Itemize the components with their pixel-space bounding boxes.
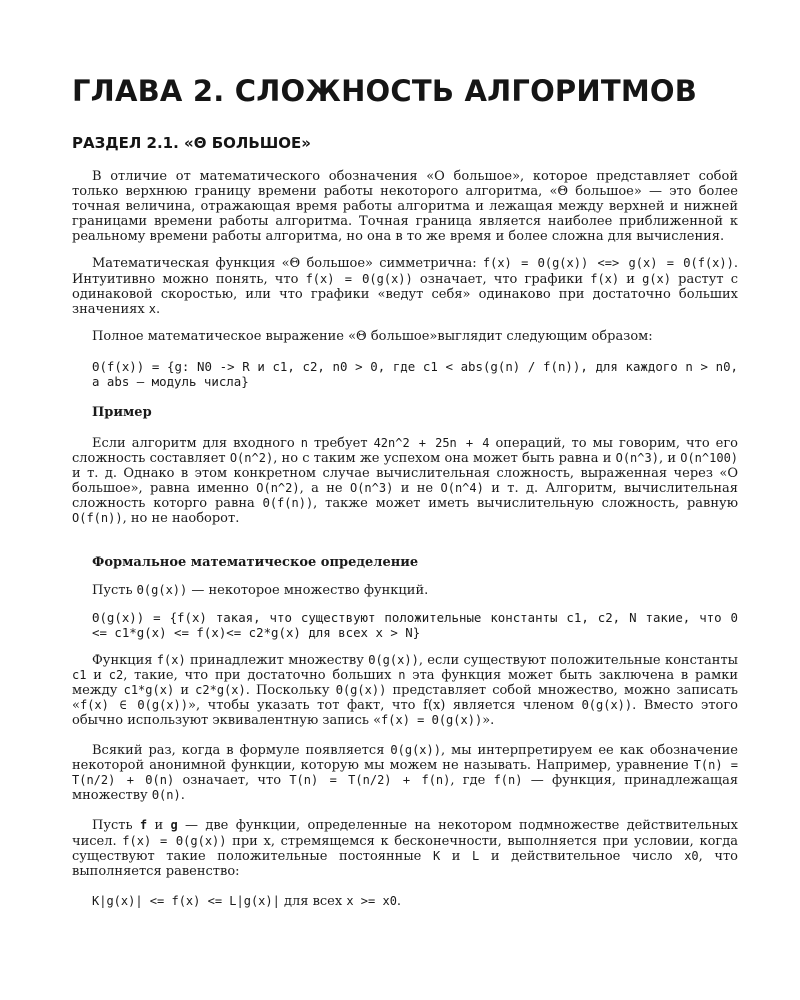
inline-code: O(n^3) [615,451,659,466]
text-run: означает, что [174,773,290,789]
text-run: операций, то мы говорим, что его сложность составляет [72,435,738,467]
paragraph-real-functions [72,818,738,878]
inline-code: O(f(n)) [72,511,123,526]
text-run: , но с таким же успехом она может быть равна и [273,451,616,467]
text-run: , также может иметь вычислительную сложность, равную [313,496,739,512]
inline-code: O(n^3) [349,481,394,496]
inline-code: x [148,301,157,316]
paragraph-full-expression: Полное математическое выражение «Θ большое»выглядит следующим образом: [92,328,653,344]
text-run: . [396,893,402,909]
inline-code: x >= x0 [346,893,397,908]
text-run: . Вместо этого обычно используют эквивалентную запись « [72,697,738,728]
inline-code: L [472,848,480,863]
inline-code: 42n^2 + 25n + 4 [373,435,490,450]
inline-code: f(x) [590,271,620,286]
inline-code: Θ(g(x)) [581,697,633,712]
inline-code: n [300,435,308,450]
page [72,74,738,909]
inline-code: Θ(g(x)) [335,682,387,697]
text-run: Если алгоритм для входного [92,435,301,451]
inline-code: f(x) = Θ(g(x)) <=> g(x) = Θ(f(x)) [482,256,734,271]
text-run: и т. д. Однако в этом конкретном случае вычислительная сложность, выраженная через «O большое», равна именно [72,466,738,497]
text-run: при x, стремящемся к бесконечности, выполняется при условии, когда существуют такие положительные постоянные [72,833,738,864]
chapter-title: ГЛАВА 2. СЛОЖНОСТЬ АЛГОРИТМОВ [72,74,698,108]
text-run: и [147,818,171,834]
formula-set-definition: Θ(g(x)) = {f(x) такая, что существуют положительные константы c1, c2, N такие, что 0 <= c1*g(x) <= f(x)<= c2*g(x) для всех x > N} [92,609,738,641]
inline-code: O(n^4) [440,481,484,496]
text-run: Функция [92,652,157,668]
text-run: Пусть [92,582,137,598]
text-run: , мы интерпретируем ее как обозначение некоторой анонимной функции, которую мы можем не называть. Например, уравнение [72,743,738,774]
text-run: . Интуитивно можно понять, что [72,256,738,287]
text-run: , и [658,451,681,467]
text-run: — функция, принадлежащая множеству [72,773,739,804]
example-heading: Пример [92,404,152,420]
text-run: эта функция может быть заключена в рамки между [72,667,738,698]
formula-theta-definition: Θ(f(x)) = {g: N0 -> R и c1, c2, n0 > 0, где c1 < abs(g(n) / f(n)), для каждого n > n0, а abs — модуль числа} [92,358,738,390]
text-run: представляет собой множество, можно записать « [72,682,738,713]
text-run: , что выполняется равенство: [72,848,738,879]
inline-code: f [139,818,148,833]
inline-code: f(x) [156,652,186,667]
inline-code: Θ(n) [151,788,181,803]
text-run: Всякий раз, когда в формуле появляется [92,743,391,759]
inline-code: K [432,848,441,863]
inline-code: g(x) [642,271,672,286]
paragraph-inequality [72,894,738,909]
text-run: и действительное число [479,848,685,864]
inline-code: Θ(g(x)) [390,743,441,758]
inline-code: c1*g(x) [123,682,175,697]
text-run: , но не наоборот. [122,511,240,527]
paragraph-let-set [72,583,738,598]
inline-code: n [398,667,406,682]
inline-code: c1 [72,667,87,682]
text-run: Математическая функция «Θ большое» симметрична: [92,256,483,272]
section-title: РАЗДЕЛ 2.1. «Θ БОЛЬШОЕ» [72,134,311,152]
paragraph-intro: В отличие от математического обозначения «O большое», которое представляет собой только верхнюю границу времени работы некоторого алгоритма, «Θ большое» — это более точная величина, отражающая время работы алгоритма и лежащая между верхней и нижней границами времени работы алгоритма. Точная граница является наиболее приближенной к реальному времени работы алгоритма, но она в то же время и более сложна для вычисления. [72,169,738,245]
text-run: — две функции, определенные на некотором подмножестве действительных чисел. [72,818,738,849]
text-run: означает, что графики [412,271,591,287]
text-run: растут с одинаковой скоростью, или что графики «ведут себя» одинаково при достаточно больших значениях [72,271,738,317]
inline-code: T(n) = T(n/2) + f(n) [289,773,451,788]
text-run: , где [450,773,494,789]
inline-code: T(n) = T(n/2) + Θ(n) [72,758,738,788]
inline-code: O(n^2) [256,481,300,496]
paragraph-symmetry [72,256,738,316]
text-run: ». [482,712,495,728]
inline-code: g [170,818,178,833]
inline-code: f(x) = Θ(g(x)) [305,271,413,286]
text-run: и [86,667,109,683]
inline-code: Θ(f(n)) [262,496,314,511]
text-run: принадлежит множеству [185,652,369,668]
text-run: требует [307,435,374,451]
text-run: , если существуют положительные константы [418,652,738,668]
inline-code: O(n^2) [229,451,274,466]
inline-code: Θ(g(x)) [368,652,419,667]
text-run: и т. д. Алгоритм, вычислительная сложность которго равна [72,481,738,512]
text-run: , а не [299,481,350,497]
formal-definition-heading: Формальное математическое определение [92,554,419,570]
text-run: — некоторое множество функций. [187,582,429,598]
text-run: и не [393,481,441,497]
text-run: Пусть [92,818,140,834]
inline-code: f(x) = Θ(g(x)) [122,833,227,848]
text-run: . [156,301,161,317]
inline-code: O(n^100) [680,451,739,466]
text-run: , такие, что при достаточно больших [123,667,399,683]
inline-code: K|g(x)| <= f(x) <= L|g(x)| [92,893,280,908]
text-run: и [619,271,643,287]
paragraph-membership [72,653,738,728]
inline-code: f(x) = Θ(g(x)) [381,712,483,727]
text-run: . Поскольку [245,682,336,698]
inline-code: Θ(g(x)) [136,582,188,597]
inline-code: c2*g(x) [195,682,246,697]
inline-code: f(n) [493,773,523,788]
inline-code: c2 [108,667,124,682]
text-run: для всех [279,893,347,909]
text-run: . [180,788,185,804]
text-run: и [174,682,196,698]
paragraph-anonymous-function [72,743,738,803]
inline-code: x0 [684,848,699,863]
text-run: и [440,848,473,864]
inline-code: f(x) ∈ Θ(g(x)) [79,697,188,712]
text-run: », чтобы указать тот факт, что f(x) является членом [187,697,582,713]
paragraph-example [72,436,738,527]
